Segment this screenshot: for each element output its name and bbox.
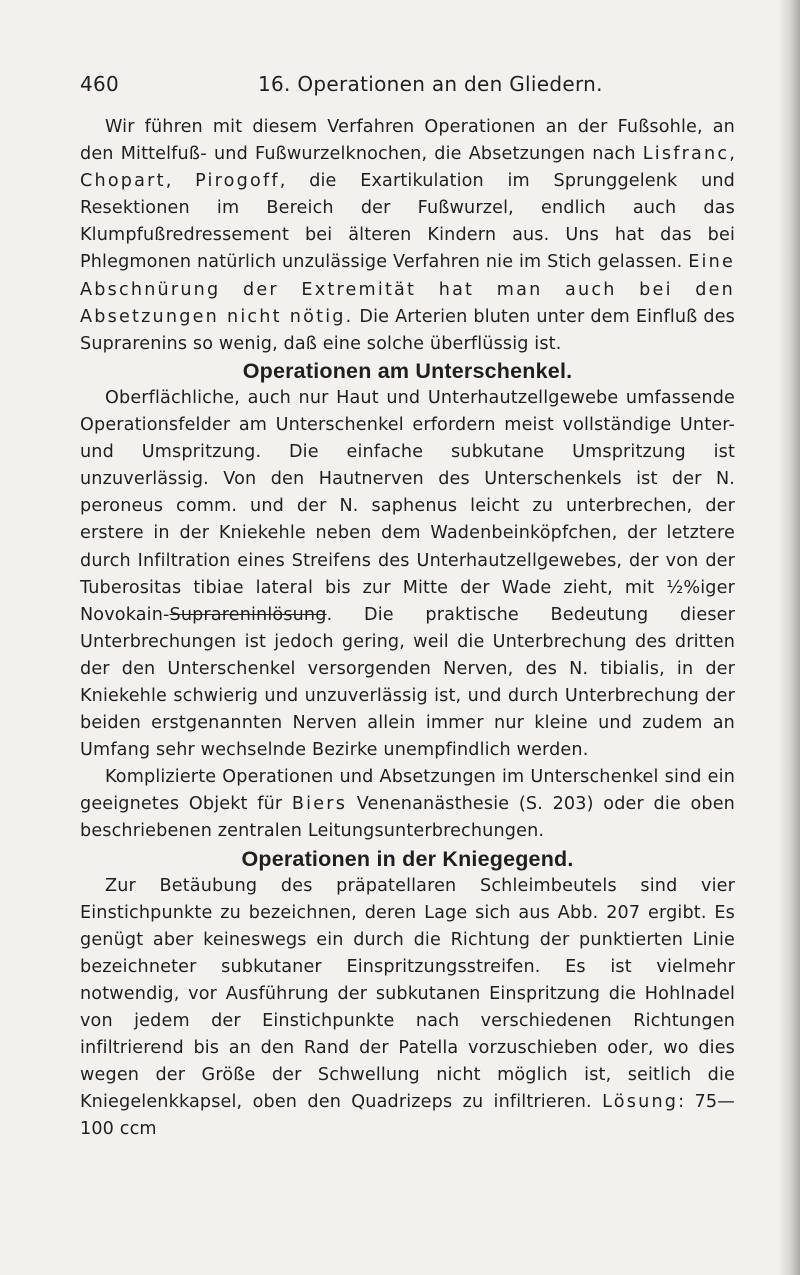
section-heading-kniegegend: Operationen in der Kniegegend. <box>241 846 574 871</box>
text-run: Oberflächliche, auch nur Haut und Unterhautzellgewebe umfassende Operationsfelder am Unterschenkel erfordern meist vollständige Unter- und Umspritzung. Die einfache subkutane Umspritzung ist unzuverlässig. Von den Hautnerven des Unterschenkels ist der N. peroneus comm. und der N. saphenus leicht zu unterbrechen, der erstere in der Kniekehle neben dem Wadenbeinköpfchen, der letztere durch Infiltration eines Streifens des Unterhautzellgewebes, der von der Tuberositas tibiae lateral bis zur Mitte der Wade zieht, mit <box>80 387 735 598</box>
text-run: Zur Betäubung des präpatellaren Schleimbeutels sind vier Einstichpunkte zu bezeichnen, deren Lage sich aus Abb. 207 ergibt. Es genügt aber keineswegs ein durch die Richtung der punktierten Linie bezeichneter subkutaner Einspritzungsstreifen. Es ist vielmehr notwendig, vor Ausführung der subkutanen Einspritzung die Hohlnadel von jedem der Einstichpunkte nach verschiedenen Richtungen infiltrierend bis an den Rand der Patella vorzuschieben oder, wo dies wegen der Größe der Schwellung nicht möglich ist, seitlich die Kniegelenkkapsel, oben den Quadrizeps zu infiltrieren. <box>80 875 735 1113</box>
running-title: 16. Operationen an den Gliedern. <box>258 72 603 96</box>
text-run: . Die praktische Bedeutung dieser Unterbrechungen ist jedoch gering, weil die Unterbrechung des dritten der den Unterschenkel versorgenden Nerven, des N. tibialis, in der Kniekehle schwierig und unzuverlässig ist, und durch Unterbrechung der beiden erstgenannten Nerven allein immer nur kleine und zudem an Umfang sehr wechselnde Bezirke unempfindlich werden. <box>80 604 735 761</box>
body-text <box>80 114 735 1144</box>
author-name-lisfranc: Lisfranc <box>642 144 730 165</box>
text-run: Die Arterien bluten unter dem Einfluß des Suprarenins so wenig, daß eine solche überflüssig ist. <box>80 306 735 354</box>
struck-through-word: Suprareninlösung <box>169 604 327 625</box>
text-run: Wir führen mit diesem Verfahren Operationen an der Fußsohle, an den Mittelfuß- und Fußwurzelknochen, die Absetzungen nach <box>80 117 735 165</box>
page-header <box>80 72 720 102</box>
text-run: , <box>165 171 196 192</box>
paragraph-komplizierte-operationen <box>80 764 735 845</box>
author-name-chopart: Chopart <box>80 171 166 192</box>
page-number: 460 <box>80 72 120 96</box>
paragraph-unterschenkel <box>80 385 735 764</box>
text-run: , die Exartikulation im Sprunggelenk und Resektionen im Bereich der Fußwurzel, endlich auch das Klumpfußredressement bei älteren Kindern aus. Uns hat das bei Phlegmonen natürlich unzulässige Verfahren nie im Stich gelassen. <box>80 171 735 273</box>
emphasis-abschnuerung: Eine Abschnürung der Extremität hat man auch bei den Absetzungen nicht nötig. <box>80 252 735 327</box>
fraction-percent: ½%iger <box>666 577 735 598</box>
paragraph-kniegegend <box>80 873 735 1144</box>
text-run: : 75—100 ccm <box>80 1092 735 1140</box>
text-run: Novokain- <box>80 604 170 625</box>
text-run: Venenanästhesie (S. 203) oder die oben beschriebenen zentralen Leitungsunterbrechungen. <box>80 794 735 842</box>
text-run: , <box>729 144 735 165</box>
text-run: Komplizierte Operationen und Absetzungen im Unterschenkel sind ein geeignetes Objekt für <box>80 767 735 815</box>
section-heading-unterschenkel: Operationen am Unterschenkel. <box>242 358 573 383</box>
author-name-biers: Biers <box>291 794 348 815</box>
page-edge-shadow <box>778 0 800 1275</box>
emphasis-loesung: Lösung <box>602 1092 679 1113</box>
paragraph-fussoperationen <box>80 114 735 358</box>
author-name-pirogoff: Pirogoff <box>195 171 280 192</box>
